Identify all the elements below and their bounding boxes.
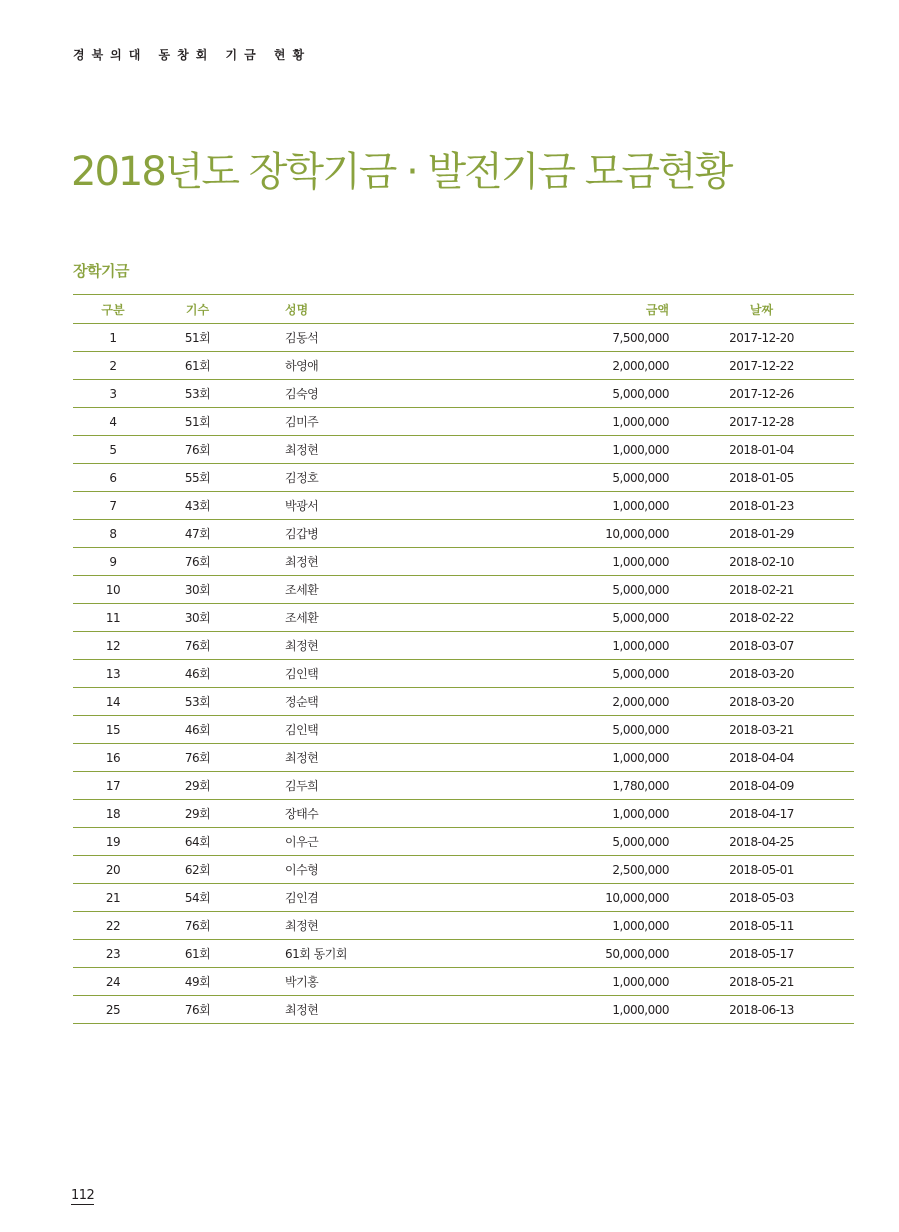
running-header: 경북의대 동창회 기금 현황 (73, 48, 312, 62)
table-row (73, 604, 854, 632)
cell-generation: 30회 (153, 576, 242, 604)
cell-generation: 64회 (153, 828, 242, 856)
table-row (73, 436, 854, 464)
cell-name: 김인겸 (242, 884, 485, 912)
cell-no: 23 (73, 940, 153, 968)
cell-date: 2018-05-03 (669, 884, 854, 912)
cell-generation: 30회 (153, 604, 242, 632)
cell-amount: 1,780,000 (485, 772, 669, 800)
cell-date: 2017-12-26 (669, 380, 854, 408)
cell-name: 61회 동기회 (242, 940, 485, 968)
cell-amount: 1,000,000 (485, 548, 669, 576)
cell-no: 11 (73, 604, 153, 632)
cell-amount: 1,000,000 (485, 492, 669, 520)
cell-generation: 29회 (153, 800, 242, 828)
donation-table (73, 294, 854, 1024)
table-row (73, 520, 854, 548)
cell-amount: 7,500,000 (485, 324, 669, 352)
cell-no: 16 (73, 744, 153, 772)
cell-amount: 5,000,000 (485, 464, 669, 492)
cell-generation: 46회 (153, 660, 242, 688)
column-header-name: 성명 (242, 295, 485, 324)
cell-date: 2018-05-21 (669, 968, 854, 996)
table-row (73, 688, 854, 716)
table-row (73, 492, 854, 520)
cell-date: 2018-03-20 (669, 660, 854, 688)
cell-name: 최정현 (242, 548, 485, 576)
cell-generation: 62회 (153, 856, 242, 884)
cell-no: 21 (73, 884, 153, 912)
cell-name: 정순택 (242, 688, 485, 716)
cell-name: 김인택 (242, 660, 485, 688)
cell-date: 2017-12-22 (669, 352, 854, 380)
cell-amount: 10,000,000 (485, 884, 669, 912)
cell-amount: 1,000,000 (485, 744, 669, 772)
cell-no: 9 (73, 548, 153, 576)
cell-no: 17 (73, 772, 153, 800)
cell-name: 김두희 (242, 772, 485, 800)
table-row (73, 660, 854, 688)
cell-amount: 2,500,000 (485, 856, 669, 884)
cell-no: 4 (73, 408, 153, 436)
cell-date: 2017-12-20 (669, 324, 854, 352)
cell-date: 2018-04-09 (669, 772, 854, 800)
table-row (73, 324, 854, 352)
cell-name: 박기홍 (242, 968, 485, 996)
cell-name: 조세환 (242, 576, 485, 604)
cell-name: 김숙영 (242, 380, 485, 408)
table-row (73, 800, 854, 828)
cell-date: 2018-04-17 (669, 800, 854, 828)
table-row (73, 940, 854, 968)
cell-name: 김인택 (242, 716, 485, 744)
cell-date: 2017-12-28 (669, 408, 854, 436)
cell-name: 최정현 (242, 744, 485, 772)
cell-generation: 51회 (153, 408, 242, 436)
cell-no: 25 (73, 996, 153, 1024)
cell-generation: 47회 (153, 520, 242, 548)
cell-date: 2018-04-04 (669, 744, 854, 772)
cell-no: 5 (73, 436, 153, 464)
table-row (73, 828, 854, 856)
table-row (73, 576, 854, 604)
cell-no: 1 (73, 324, 153, 352)
column-header-no: 구분 (73, 295, 153, 324)
cell-generation: 76회 (153, 912, 242, 940)
cell-generation: 55회 (153, 464, 242, 492)
table-row (73, 912, 854, 940)
cell-amount: 1,000,000 (485, 996, 669, 1024)
cell-date: 2018-02-22 (669, 604, 854, 632)
cell-date: 2018-01-29 (669, 520, 854, 548)
cell-name: 김갑병 (242, 520, 485, 548)
cell-name: 김미주 (242, 408, 485, 436)
cell-amount: 5,000,000 (485, 716, 669, 744)
table-row (73, 968, 854, 996)
cell-amount: 5,000,000 (485, 660, 669, 688)
cell-date: 2018-02-21 (669, 576, 854, 604)
cell-date: 2018-04-25 (669, 828, 854, 856)
cell-name: 최정현 (242, 632, 485, 660)
cell-amount: 1,000,000 (485, 436, 669, 464)
cell-amount: 1,000,000 (485, 800, 669, 828)
cell-generation: 76회 (153, 548, 242, 576)
cell-no: 8 (73, 520, 153, 548)
cell-date: 2018-05-17 (669, 940, 854, 968)
cell-amount: 2,000,000 (485, 688, 669, 716)
cell-generation: 51회 (153, 324, 242, 352)
cell-no: 15 (73, 716, 153, 744)
cell-name: 최정현 (242, 912, 485, 940)
cell-amount: 1,000,000 (485, 632, 669, 660)
cell-name: 이우근 (242, 828, 485, 856)
cell-generation: 76회 (153, 632, 242, 660)
cell-date: 2018-05-01 (669, 856, 854, 884)
table-row (73, 408, 854, 436)
cell-name: 하영애 (242, 352, 485, 380)
table-row (73, 548, 854, 576)
cell-name: 이수형 (242, 856, 485, 884)
cell-no: 3 (73, 380, 153, 408)
cell-no: 22 (73, 912, 153, 940)
cell-amount: 5,000,000 (485, 576, 669, 604)
cell-generation: 61회 (153, 940, 242, 968)
cell-amount: 5,000,000 (485, 828, 669, 856)
cell-generation: 53회 (153, 688, 242, 716)
page-title: 2018년도 장학기금 · 발전기금 모금현황 (71, 149, 732, 195)
column-header-generation: 기수 (153, 295, 242, 324)
cell-amount: 1,000,000 (485, 912, 669, 940)
cell-amount: 2,000,000 (485, 352, 669, 380)
cell-no: 10 (73, 576, 153, 604)
table-row (73, 744, 854, 772)
table-row (73, 716, 854, 744)
cell-date: 2018-05-11 (669, 912, 854, 940)
cell-amount: 5,000,000 (485, 380, 669, 408)
cell-date: 2018-01-04 (669, 436, 854, 464)
cell-amount: 1,000,000 (485, 968, 669, 996)
cell-name: 조세환 (242, 604, 485, 632)
cell-generation: 61회 (153, 352, 242, 380)
table-row (73, 856, 854, 884)
cell-generation: 49회 (153, 968, 242, 996)
cell-amount: 50,000,000 (485, 940, 669, 968)
cell-no: 24 (73, 968, 153, 996)
page-number: 112 (71, 1188, 95, 1203)
cell-amount: 1,000,000 (485, 408, 669, 436)
column-header-date: 날짜 (669, 295, 854, 324)
table-row (73, 884, 854, 912)
table-row (73, 464, 854, 492)
cell-amount: 10,000,000 (485, 520, 669, 548)
cell-no: 7 (73, 492, 153, 520)
table-row (73, 772, 854, 800)
cell-generation: 54회 (153, 884, 242, 912)
cell-generation: 76회 (153, 996, 242, 1024)
section-title-scholarship: 장학기금 (73, 262, 129, 280)
cell-name: 장태수 (242, 800, 485, 828)
table-row (73, 380, 854, 408)
cell-date: 2018-06-13 (669, 996, 854, 1024)
cell-no: 6 (73, 464, 153, 492)
table-header-row (73, 295, 854, 324)
cell-amount: 5,000,000 (485, 604, 669, 632)
cell-date: 2018-03-07 (669, 632, 854, 660)
cell-generation: 76회 (153, 436, 242, 464)
cell-date: 2018-01-05 (669, 464, 854, 492)
cell-generation: 53회 (153, 380, 242, 408)
table-row (73, 996, 854, 1024)
cell-generation: 46회 (153, 716, 242, 744)
table-row (73, 632, 854, 660)
cell-generation: 43회 (153, 492, 242, 520)
cell-generation: 29회 (153, 772, 242, 800)
table-row (73, 352, 854, 380)
column-header-amount: 금액 (485, 295, 669, 324)
cell-no: 19 (73, 828, 153, 856)
cell-date: 2018-01-23 (669, 492, 854, 520)
cell-date: 2018-02-10 (669, 548, 854, 576)
cell-no: 14 (73, 688, 153, 716)
cell-no: 20 (73, 856, 153, 884)
cell-name: 김정호 (242, 464, 485, 492)
cell-name: 박광서 (242, 492, 485, 520)
cell-name: 최정현 (242, 436, 485, 464)
cell-generation: 76회 (153, 744, 242, 772)
cell-no: 12 (73, 632, 153, 660)
cell-date: 2018-03-21 (669, 716, 854, 744)
cell-date: 2018-03-20 (669, 688, 854, 716)
cell-no: 18 (73, 800, 153, 828)
cell-no: 13 (73, 660, 153, 688)
cell-name: 최정현 (242, 996, 485, 1024)
cell-no: 2 (73, 352, 153, 380)
cell-name: 김동석 (242, 324, 485, 352)
